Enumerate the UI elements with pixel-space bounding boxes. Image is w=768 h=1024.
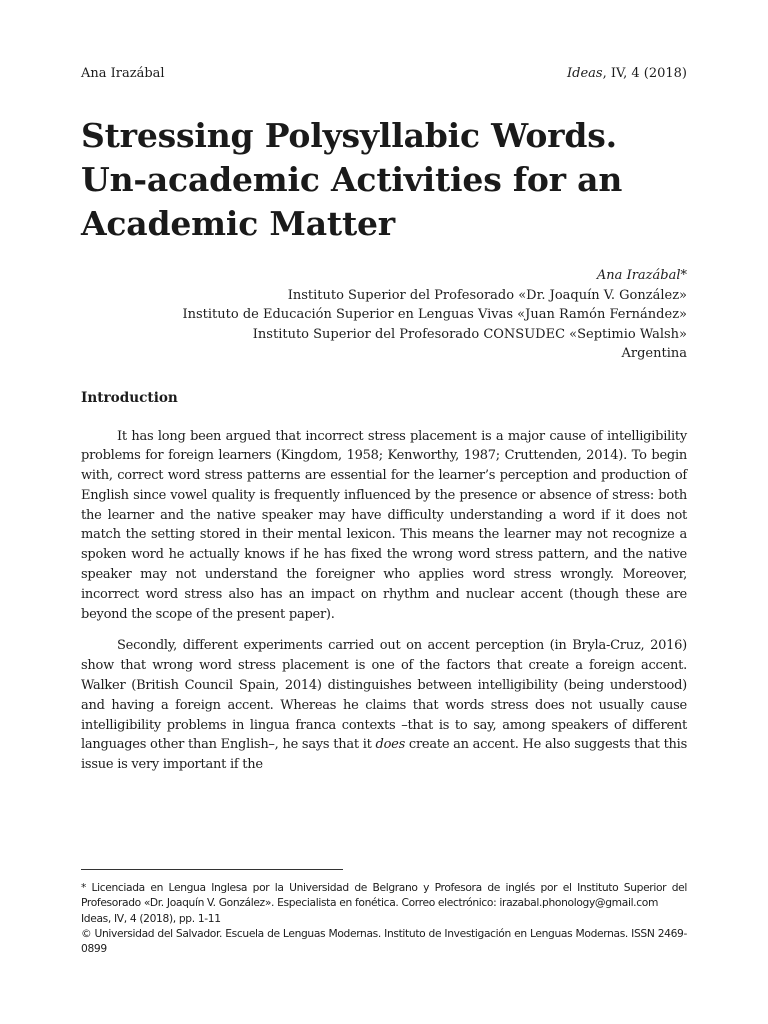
title-line-1: Stressing Polysyllabic Words. (81, 116, 617, 155)
paragraph-2-text-b: create an accent. He also suggests that this issue is very important if the (81, 737, 688, 773)
byline (81, 266, 687, 364)
affiliation-3: Instituto Superior del Profesorado CONSUDEC «Septimio Walsh» (252, 326, 687, 342)
header-author: Ana Irazábal (81, 66, 165, 81)
title-line-2: Un-academic Activities for an (81, 160, 623, 199)
article-title (81, 114, 687, 246)
footnote-author-bio: * Licenciada en Lengua Inglesa por la Universidad de Belgrano y Profesora de inglés por el Instituto Superior del Profesorado «Dr. Joaquín V. González». Especialista en fonética. Correo electrónico: irazabal.phonology@gmail.com (81, 881, 687, 910)
byline-author: Ana Irazábal* (596, 268, 687, 283)
footnotes (81, 880, 687, 956)
footnote-copyright: © Universidad del Salvador. Escuela de Lenguas Modernas. Instituto de Investigación en Lenguas Modernas. ISSN 2469-0899 (81, 926, 687, 956)
affiliation-2: Instituto de Educación Superior en Lenguas Vivas «Juan Ramón Fernández» (182, 307, 687, 322)
page-content (81, 66, 687, 775)
body-paragraph-1: It has long been argued that incorrect stress placement is a major cause of intelligibility problems for foreign learners (Kingdom, 1958; Kenworthy, 1987; Cruttenden, 2014). To begin with, correct word stress patterns are essential for the learner’s perception and production of English since vowel quality is frequently influenced by the presence or absence of stress: both the learner and the native speaker may have difficulty understanding a word if it does not match the setting stored in their mental lexicon. This means the learner may not recognize a spoken word he actually knows if he has fixed the wrong word stress pattern, and the native speaker may not understand the foreigner who applies word stress wrongly. Moreover, incorrect word stress also has an impact on rhythm and nuclear accent (though these are beyond the scope of the present paper). (81, 428, 687, 622)
header-journal-issue: , IV, 4 (2018) (602, 66, 687, 81)
header-journal (567, 66, 687, 81)
affiliation-1: Instituto Superior del Profesorado «Dr. Joaquín V. González» (287, 287, 687, 303)
running-header (81, 66, 687, 86)
footnote-divider (81, 869, 343, 870)
paragraph-2-emphasis: does (375, 737, 406, 753)
title-line-3: Academic Matter (81, 204, 395, 243)
paragraph-2-text-a: Secondly, different experiments carried out on accent perception (in Bryla-Cruz, 2016) show that wrong word stress placement is one of the factors that create a foreign accent. Walker (British Council Spain, 2014) distinguishes between intelligibility (being understood) and having a foreign accent. Whereas he claims that words stress does not usually cause intelligibility problems in lingua franca contexts –that is to say, among speakers of different languages other than English–, he says that it (81, 638, 687, 753)
footnote-citation: Ideas, IV, 4 (2018), pp. 1-11 (81, 911, 221, 925)
section-heading: Introduction (81, 389, 178, 406)
affiliation-country: Argentina (621, 346, 687, 361)
header-journal-name: Ideas (567, 66, 603, 81)
body-paragraph-2 (81, 636, 687, 775)
